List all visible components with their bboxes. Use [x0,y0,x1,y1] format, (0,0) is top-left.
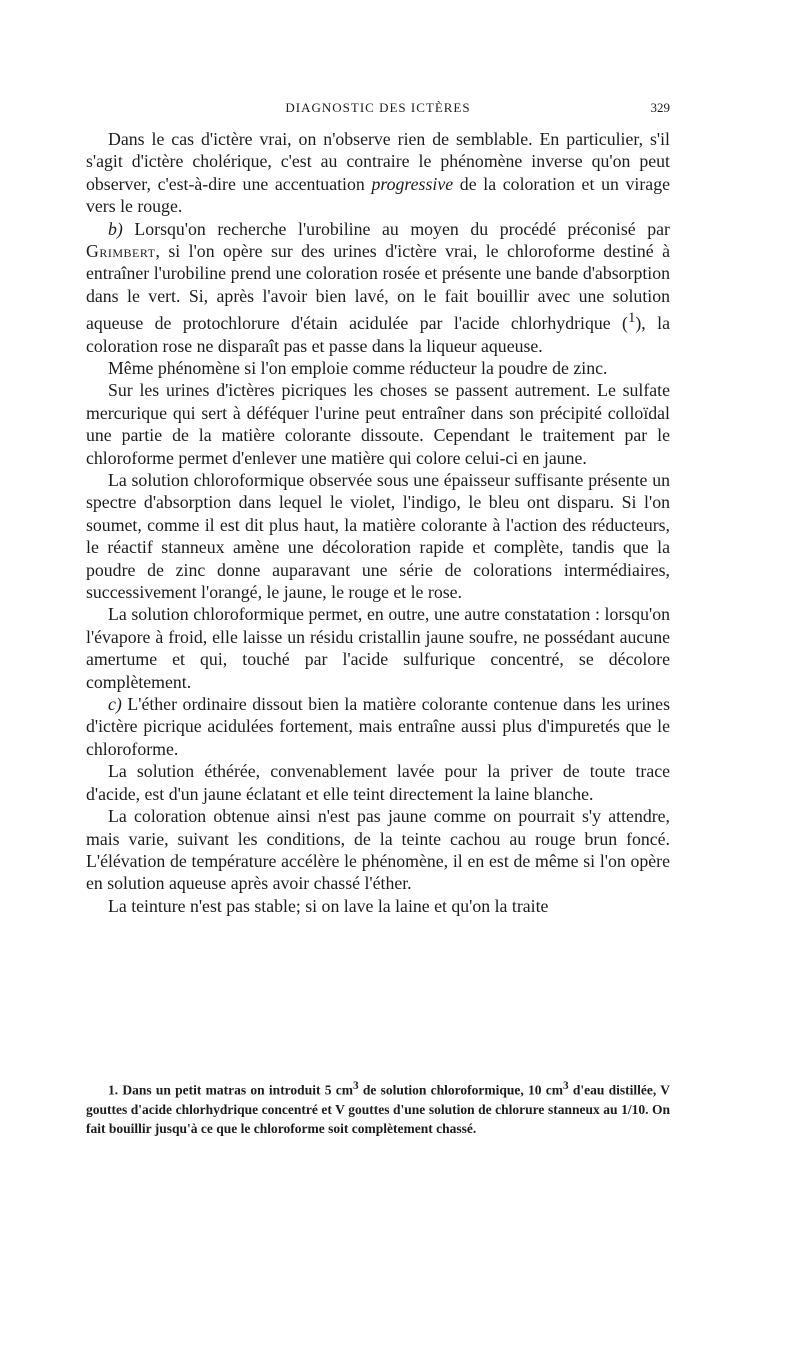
paragraph-1-text: Dans le cas d'ictère vrai, on n'observe rien de semblable. En particulier, s'il s'agit d'ictère cholérique, c'est au contraire le phénomène inverse qu'on peut observer, c'est-à-dire une accentuation [86,129,670,194]
footnote-text-b: de solution chloroformique, 10 cm [362,1082,563,1098]
paragraph-2-text-a: Lorsqu'on recherche l'urobiline au moyen du procédé préconisé par [134,218,670,239]
footnote-text-c: d'eau distillée, V gouttes d'acide chlorhydrique concentré et V gouttes d'une solution de chlorure stanneux au 1/10. On fait bouillir jusqu'à ce que le chloroforme soit complètement chassé. [86,1082,671,1136]
footnotes [86,1077,670,1138]
paragraph-7 [86,693,670,760]
paragraph-3: Même phénomène si l'on emploie comme réducteur la poudre de zinc. [108,357,608,378]
main-text [86,128,670,917]
page-number: 329 [650,100,670,115]
paragraph-1-end: de la coloration et un virage vers le rouge. [86,173,670,217]
footnote-text-a: Dans un petit matras on introduit 5 cm [122,1082,353,1098]
section-label-b: b) [108,218,123,239]
footnote-sup-a: 3 [352,1080,359,1092]
paragraph-8: La solution éthérée, convenablement lavée pour la priver de toute trace d'acide, est d'un jaune éclatant et elle teint directement la laine blanche. [86,761,670,804]
paragraph-10: La teinture n'est pas stable; si on lave la laine et qu'on la traite [108,895,549,916]
page-header [86,100,670,124]
footnote-sup-b: 3 [562,1080,569,1092]
paragraph-5: La solution chloroformique observée sous une épaisseur suffisante présente un spectre d'absorption dans lequel le violet, l'indigo, le bleu ont disparu. Si l'on soumet, comme il est dit plus haut, la matière colorante à l'action des réducteurs, le réactif stanneux amène une décoloration rapide et complète, tandis que la poudre de zinc donne auparavant une série de colorations intermédiaires, successivement l'orangé, le jaune, le rouge et le rose. [86,470,670,603]
running-title: DIAGNOSTIC DES ICTÈRES [285,100,471,115]
footnote-1 [86,1077,670,1138]
section-label-c: c) [108,694,122,715]
author-name: Grimbert [86,241,156,262]
footnote-ref: 1 [627,310,636,327]
paragraph-2 [86,218,670,357]
paragraph-7-text: L'éther ordinaire dissout bien la matière colorante contenue dans les urines d'ictère picrique acidulées fortement, mais entraîne aussi plus d'impuretés que le chloroforme. [86,694,670,759]
emphasis-progressive: progressive [371,173,454,194]
paragraph-1 [86,128,670,218]
paragraph-2-text-c: ), la coloration rose ne disparaît pas et passe dans la liqueur aqueuse. [86,313,670,356]
footnote-number: 1. [108,1082,119,1098]
paragraph-9: La coloration obtenue ainsi n'est pas jaune comme on pourrait s'y attendre, mais varie, suivant les conditions, de la teinte cachou au rouge brun foncé. L'élévation de température accélère le phénomène, il en est de même si l'on opère en solution aqueuse après avoir chassé l'éther. [86,806,670,894]
paragraph-6: La solution chloroformique permet, en outre, une autre constatation : lorsqu'on l'évapore à froid, elle laisse un résidu cristallin jaune soufre, ne possédant aucune amertume et qui, touché par l'acide sulfurique concentré, se décolore complètement. [86,604,670,692]
paragraph-4: Sur les urines d'ictères picriques les choses se passent autrement. Le sulfate mercurique qui sert à déféquer l'urine peut entraîner dans son précipité colloïdal une partie de la matière colorante dissoute. Cependant le traitement par le chloroforme permet d'enlever une matière qui colore celui-ci en jaune. [86,380,670,468]
paragraph-2-text-b: , si l'on opère sur des urines d'ictère vrai, le chloroforme destiné à entraîner l'urobiline prend une coloration rosée et présente une bande d'absorption dans le vert. Si, après l'avoir bien lavé, on le fait bouillir avec une solution aqueuse de protochlorure d'étain acidulée par l'acide chlorhydrique ( [86,241,670,334]
